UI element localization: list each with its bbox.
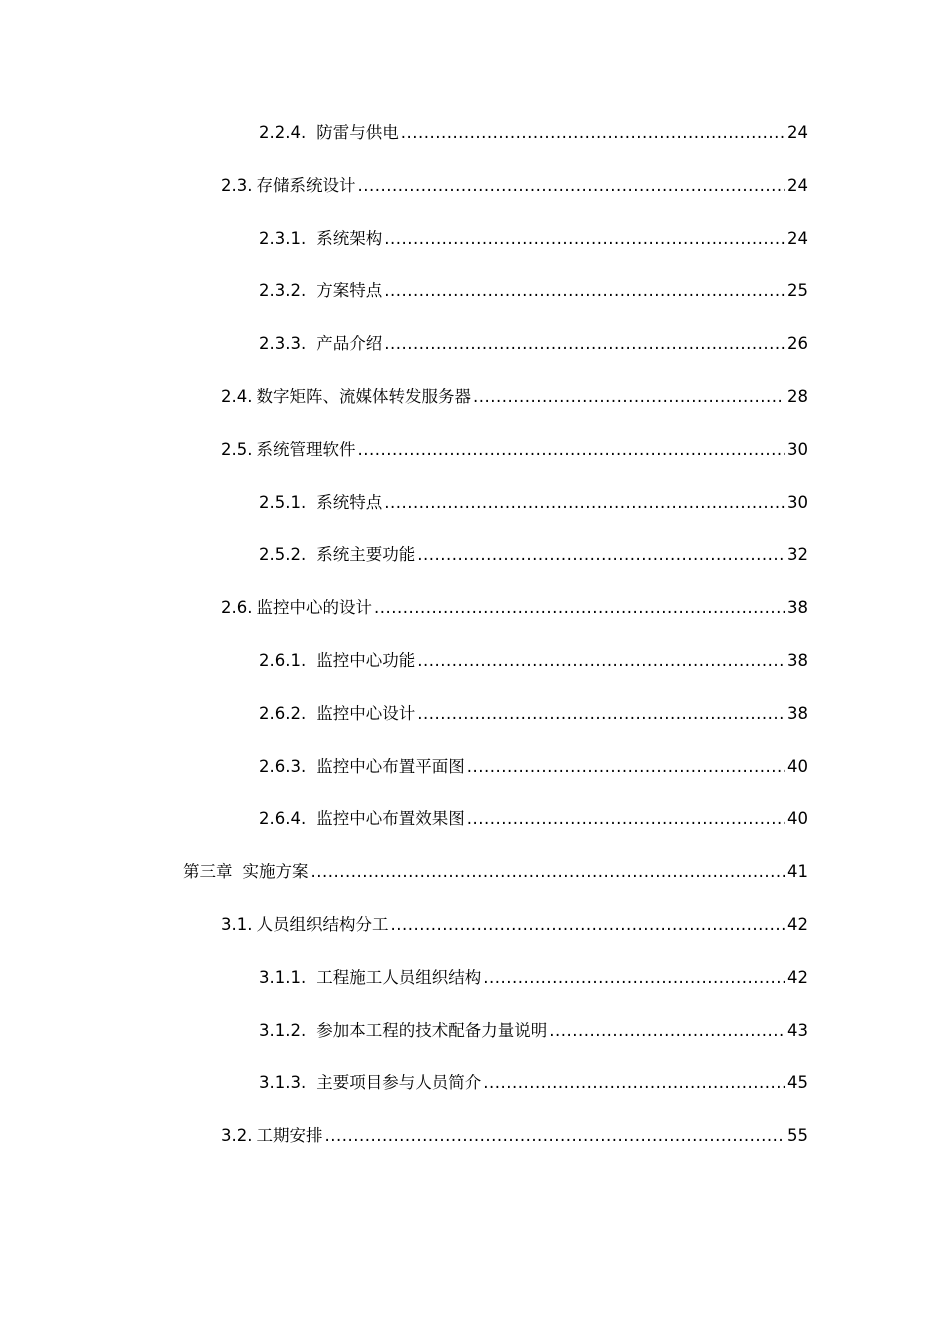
toc-dot-leader — [467, 795, 785, 843]
toc-entry-number: 2.3.2. — [259, 281, 307, 301]
toc-entry-title: 系统架构 — [316, 228, 383, 248]
toc-entry-title: 产品介绍 — [316, 334, 383, 354]
toc-page-number: 24 — [787, 228, 808, 248]
toc-entry[interactable] — [0, 690, 807, 743]
toc-page-number: 40 — [787, 809, 808, 829]
toc-dot-leader — [374, 584, 785, 632]
toc-entry-number: 3.1.2. — [259, 1020, 307, 1040]
toc-entry-number: 3.2. — [221, 1126, 253, 1146]
toc-dot-leader — [473, 373, 785, 421]
toc-page-number: 40 — [787, 756, 808, 776]
toc-entry-number: 2.3.1. — [259, 228, 307, 248]
toc-entry-title: 方案特点 — [316, 281, 383, 301]
toc-entry-title: 参加本工程的技术配备力量说明 — [316, 1020, 548, 1040]
toc-dot-leader — [549, 1007, 785, 1055]
toc-entry-number: 2.6.4. — [259, 809, 307, 829]
toc-entry[interactable] — [0, 267, 807, 320]
toc-entry[interactable] — [0, 954, 807, 1007]
toc-entry-number: 2.6.3. — [259, 756, 307, 776]
toc-entry[interactable] — [0, 531, 807, 584]
toc-entry-number: 3.1.3. — [259, 1073, 307, 1093]
toc-entry[interactable] — [0, 743, 807, 796]
toc-entry-number: 2.5. — [221, 439, 253, 459]
toc-page-number: 38 — [787, 650, 808, 670]
toc-entry-number: 2.3. — [221, 175, 253, 195]
toc-entry[interactable] — [0, 848, 807, 901]
toc-entry-title: 系统主要功能 — [316, 545, 416, 565]
toc-page-number: 55 — [787, 1126, 808, 1146]
toc-dot-leader — [384, 215, 785, 263]
toc-entry[interactable] — [0, 109, 807, 162]
toc-dot-leader — [311, 848, 786, 896]
toc-entry[interactable] — [0, 584, 807, 637]
table-of-contents — [0, 109, 950, 1165]
toc-dot-leader — [483, 954, 785, 1002]
toc-page-number: 45 — [787, 1073, 808, 1093]
toc-entry-title: 数字矩阵、流媒体转发服务器 — [256, 386, 471, 406]
toc-entry-number: 2.6. — [221, 598, 253, 618]
toc-page-number: 30 — [787, 492, 808, 512]
toc-dot-leader — [384, 320, 785, 368]
toc-entry-title: 系统管理软件 — [256, 439, 356, 459]
toc-page-number: 30 — [787, 439, 808, 459]
toc-page-number: 38 — [787, 703, 808, 723]
toc-dot-leader — [358, 162, 786, 210]
toc-entry-title: 实施方案 — [242, 862, 309, 882]
toc-entry-title: 监控中心布置效果图 — [316, 809, 465, 829]
toc-dot-leader — [417, 531, 785, 579]
toc-dot-leader — [467, 743, 785, 791]
toc-page-number: 42 — [787, 967, 808, 987]
toc-entry-title: 工期安排 — [256, 1126, 323, 1146]
toc-entry-title: 监控中心功能 — [316, 650, 416, 670]
toc-page-number: 41 — [787, 862, 808, 882]
toc-dot-leader — [325, 1112, 786, 1160]
toc-dot-leader — [391, 901, 786, 949]
toc-dot-leader — [358, 426, 786, 474]
toc-entry-number: 3.1. — [221, 914, 253, 934]
toc-entry-number: 2.5.2. — [259, 545, 307, 565]
toc-page-number: 26 — [787, 334, 808, 354]
toc-entry[interactable] — [0, 162, 807, 215]
toc-entry-number: 2.2.4. — [259, 123, 307, 142]
toc-entry[interactable] — [0, 1059, 807, 1112]
toc-entry-title: 防雷与供电 — [316, 123, 399, 142]
toc-entry-title: 监控中心布置平面图 — [316, 756, 465, 776]
toc-entry-title: 人员组织结构分工 — [256, 914, 389, 934]
toc-entry-title: 工程施工人员组织结构 — [316, 967, 482, 987]
toc-entry-number: 2.4. — [221, 386, 253, 406]
toc-entry[interactable] — [0, 320, 807, 373]
toc-dot-leader — [401, 109, 785, 157]
toc-entry[interactable] — [0, 795, 807, 848]
toc-dot-leader — [417, 637, 785, 685]
toc-entry-title: 监控中心设计 — [316, 703, 416, 723]
toc-page-number: 28 — [787, 386, 808, 406]
toc-page-number: 32 — [787, 545, 808, 565]
toc-page-number: 25 — [787, 281, 808, 301]
toc-page-number: 42 — [787, 914, 808, 934]
toc-entry-title: 系统特点 — [316, 492, 383, 512]
toc-dot-leader — [384, 267, 785, 315]
toc-entry[interactable] — [0, 637, 807, 690]
toc-entry[interactable] — [0, 479, 807, 532]
toc-entry[interactable] — [0, 215, 807, 268]
toc-entry-title: 监控中心的设计 — [256, 598, 372, 618]
toc-entry[interactable] — [0, 426, 807, 479]
toc-entry[interactable] — [0, 1007, 807, 1060]
toc-entry-title: 主要项目参与人员简介 — [316, 1073, 482, 1093]
toc-page-number: 43 — [787, 1020, 808, 1040]
toc-page-number: 24 — [787, 123, 808, 142]
toc-entry[interactable] — [0, 373, 807, 426]
toc-entry-number: 2.3.3. — [259, 334, 307, 354]
toc-page-number: 24 — [787, 175, 808, 195]
toc-dot-leader — [417, 690, 785, 738]
toc-entry[interactable] — [0, 1112, 807, 1165]
toc-page-number: 38 — [787, 598, 808, 618]
toc-dot-leader — [483, 1059, 785, 1107]
toc-entry-number: 2.6.1. — [259, 650, 307, 670]
toc-entry-number: 2.6.2. — [259, 703, 307, 723]
toc-dot-leader — [384, 479, 785, 527]
toc-entry-title: 存储系统设计 — [256, 175, 356, 195]
toc-entry-number: 2.5.1. — [259, 492, 307, 512]
toc-entry-number: 第三章 — [183, 862, 233, 882]
toc-entry[interactable] — [0, 901, 807, 954]
toc-entry-number: 3.1.1. — [259, 967, 307, 987]
